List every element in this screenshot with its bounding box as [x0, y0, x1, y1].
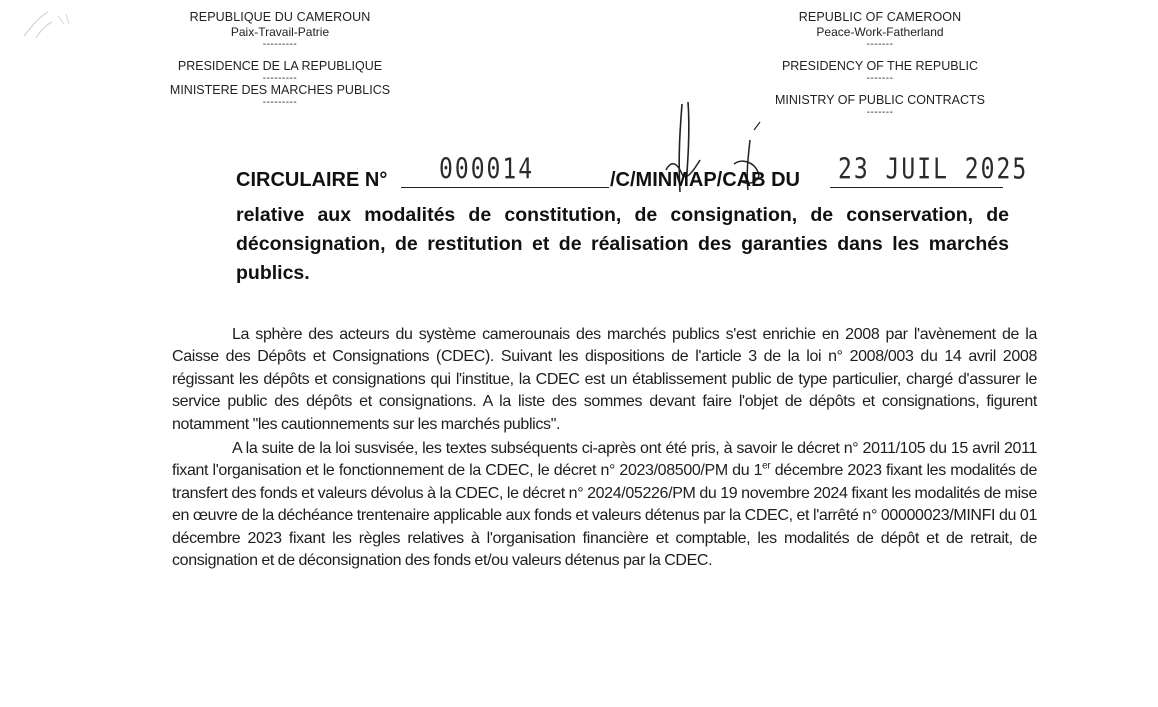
ordinal-superscript: er: [762, 461, 771, 473]
document-body: [172, 324, 1037, 572]
separator: ---------: [262, 73, 298, 84]
presidency-en: PRESIDENCY OF THE REPUBLIC: [781, 59, 979, 73]
paragraph-2-text: A la suite de la loi susvisée, les textes subséquents ci-après ont été pris, à savoir le décret n° 2011/105 du 15 avril 2011 fixant l'organisation et le fonctionnement de la CDEC, le décret n° 2023/08500/PM du 1: [172, 440, 1037, 480]
motto-fr: Paix-Travail-Patrie: [230, 25, 330, 39]
ministry-fr: MINISTERE DES MARCHES PUBLICS: [169, 83, 391, 97]
circular-number: 000014: [439, 153, 535, 186]
circular-date: 23 JUIL 2025: [838, 153, 1029, 186]
country-name-fr: REPUBLIQUE DU CAMEROUN: [189, 10, 371, 24]
circular-reference-line: [236, 153, 1029, 198]
separator: ---------: [262, 97, 298, 108]
body-paragraph-1: La sphère des acteurs du système camerounais des marchés publics s'est enrichie en 2008 par l'avènement de la Caisse des Dépôts et Consignations (CDEC). Suivant les dispositions de l'article 3 de la loi n° 2008/003 du 14 avril 2008 régissant les dépôts et consignations qui l'institue, la CDEC est un établissement public de type particulier, chargé d'assurer le service public des dépôts et consignations. A la liste des sommes devant faire l'objet de dépôts et consignations, figurent notamment "les cautionnements sur les marchés publics".: [172, 326, 1037, 433]
separator: -------: [866, 107, 894, 118]
presidency-fr: PRESIDENCE DE LA REPUBLIQUE: [177, 59, 383, 73]
circular-prefix: CIRCULAIRE N°: [236, 169, 388, 191]
separator: -------: [866, 73, 894, 84]
paragraph-2-text-cont: décembre 2023 fixant les modalités de transfert des fonds et valeurs dévolus à la CDEC, le décret n° 2024/05226/PM du 19 novembre 2024 fixant les modalités de mise en œuvre de la déchéance trentenaire applicable aux fonds et valeurs détenus par la CDEC, et l'arrêté n° 00000023/MINFI du 01 décembre 2023 fixant les règles relatives à l'organisation financière et comptable, les modalités de dépôt et de retrait, de consignation et de déconsignation des fonds et/ou valeurs détenus par la CDEC.: [172, 462, 1037, 570]
separator: -------: [866, 39, 894, 50]
circular-suffix: /C/MINMAP/CAB DU: [610, 169, 800, 191]
scan-smudge-mark: [18, 6, 88, 46]
circular-subject: relative aux modalités de constitution, de consignation, de conservation, de déconsignation, de restitution et de réalisation des garanties dans les marchés publics.: [236, 204, 1009, 284]
letterhead-french: [140, 10, 420, 107]
country-name-en: REPUBLIC OF CAMEROON: [798, 10, 962, 24]
separator: ---------: [262, 39, 298, 50]
motto-en: Peace-Work-Fatherland: [816, 25, 944, 39]
ministry-en: MINISTRY OF PUBLIC CONTRACTS: [775, 93, 985, 107]
body-paragraph-2: [172, 438, 1037, 572]
